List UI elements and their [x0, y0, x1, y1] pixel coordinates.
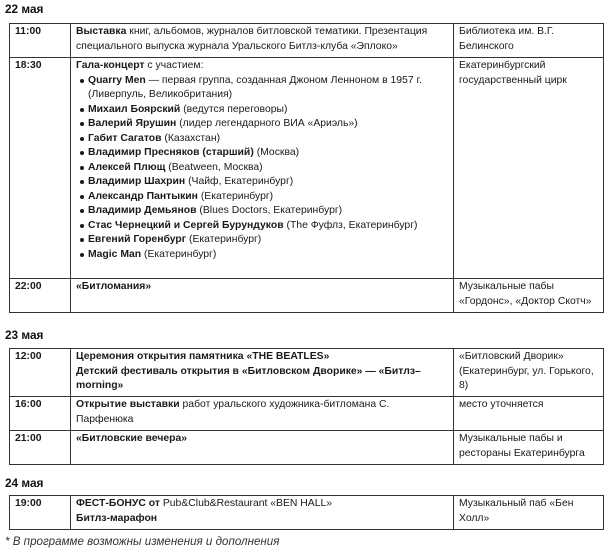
schedule-table-22 [9, 23, 604, 313]
list-item [88, 190, 448, 205]
list-item [88, 219, 448, 234]
event-details: работ уральского художника-битломана С. Парфенюка [76, 399, 390, 425]
event-time: 18:30 [10, 58, 71, 279]
list-item [88, 175, 448, 190]
event-description [71, 349, 454, 397]
day-heading-23: 23 мая [5, 328, 44, 342]
event-time: 21:00 [10, 431, 71, 465]
event-title: Выставка [76, 26, 127, 37]
performer-name: Стас Чернецкий и Сергей Бурундуков [88, 219, 284, 231]
performer-name: Александр Пантыкин [88, 190, 198, 202]
performer-note: (Казахстан) [164, 132, 221, 144]
event-place: «Битловский Дворик» (Екатеринбург, ул. Горького, 8) [454, 349, 604, 397]
event-place: Музыкальные пабы и рестораны Екатеринбурга [454, 431, 604, 465]
event-description [71, 279, 454, 313]
performer-name: Владимир Пресняков (старший) [88, 147, 254, 158]
table-row [10, 349, 604, 397]
event-description [71, 397, 454, 431]
performer-name: Владимир Демьянов [88, 205, 197, 216]
event-details: с участием: [147, 60, 204, 71]
event-place: Екатеринбургский государственный цирк [454, 58, 604, 279]
event-title: ФЕСТ-БОНУС [76, 498, 146, 509]
event-title: Гала-концерт [76, 60, 145, 71]
event-place: Музыкальные пабы «Гордонс», «Доктор Скотч» [454, 279, 604, 313]
event-title: «Битловские вечера» [76, 433, 188, 444]
performer-name: Quarry Men [88, 74, 146, 86]
list-item [88, 117, 448, 132]
event-time: 22:00 [10, 279, 71, 313]
list-item [88, 204, 448, 219]
performer-note: (Чайф, Екатеринбург) [188, 176, 294, 187]
table-row [10, 397, 604, 431]
performer-name: Михаил Боярский [88, 103, 181, 115]
table-row [10, 24, 604, 58]
event-subtitle: Битлз-марафон [76, 512, 158, 524]
event-description [71, 496, 454, 530]
event-description [71, 431, 454, 465]
performer-note: (лидер легендарного ВИА «Ариэль») [179, 118, 358, 129]
performer-name: Габит Сагатов [88, 132, 162, 144]
day-heading-22: 22 мая [5, 2, 44, 16]
table-row [10, 431, 604, 465]
performer-note: (Beatween, Москва) [168, 161, 263, 173]
performer-note: (Екатеринбург) [200, 190, 274, 202]
list-item [88, 146, 448, 161]
performer-note: (The Фуфлз, Екатеринбург) [286, 219, 418, 231]
event-description [71, 58, 454, 279]
performer-name: Алексей Плющ [88, 161, 166, 173]
event-place: Библиотека им. В.Г. Белинского [454, 24, 604, 58]
performer-note: (ведутся переговоры) [183, 103, 288, 115]
performer-list [76, 74, 448, 263]
schedule-table-24 [9, 495, 604, 530]
list-item [88, 132, 448, 147]
day-heading-24: 24 мая [5, 476, 44, 490]
schedule-table-23 [9, 348, 604, 465]
event-details: книг, альбомов, журналов битловской тематики. Презентация специального выпуска журнала Уральского Битлз-клуба «Эплоко» [76, 26, 428, 52]
event-place: Музыкальный паб «Бен Холл» [454, 496, 604, 530]
performer-name: Евгений Горенбург [88, 234, 187, 245]
event-title: Церемония открытия памятника «THE BEATLES» [76, 351, 330, 362]
event-time: 19:00 [10, 496, 71, 530]
table-row [10, 496, 604, 530]
footnote: * В программе возможны изменения и дополнения [5, 535, 280, 548]
event-time: 12:00 [10, 349, 71, 397]
list-item [88, 103, 448, 118]
event-time: 11:00 [10, 24, 71, 58]
performer-name: Владимир Шахрин [88, 176, 186, 187]
performer-note: (Екатеринбург) [144, 248, 217, 260]
performer-note: (Екатеринбург) [188, 234, 262, 245]
event-title: «Битломания» [76, 281, 152, 292]
list-item [88, 233, 448, 248]
event-place: место уточняется [454, 397, 604, 431]
event-details: Pub&Club&Restaurant «BEN HALL» [162, 498, 333, 509]
performer-name: Валерий Ярушин [88, 118, 177, 129]
table-row [10, 58, 604, 279]
performer-note: (Москва) [256, 147, 300, 158]
event-title: Открытие выставки [76, 399, 180, 410]
event-subtitle: Детский фестиваль открытия в «Битловском Дворике» — «Битлз–morning» [76, 365, 421, 391]
performer-name: Magic Man [88, 248, 142, 260]
list-item [88, 248, 448, 263]
list-item [88, 74, 448, 103]
event-time: 16:00 [10, 397, 71, 431]
list-item [88, 161, 448, 176]
performer-note: — первая группа, созданная Джоном Ленноном в 1957 г. (Ливерпуль, Великобритания) [88, 74, 422, 100]
table-row [10, 279, 604, 313]
performer-note: (Blues Doctors, Екатеринбург) [199, 205, 343, 216]
event-prefix: от [148, 498, 160, 509]
event-description [71, 24, 454, 58]
